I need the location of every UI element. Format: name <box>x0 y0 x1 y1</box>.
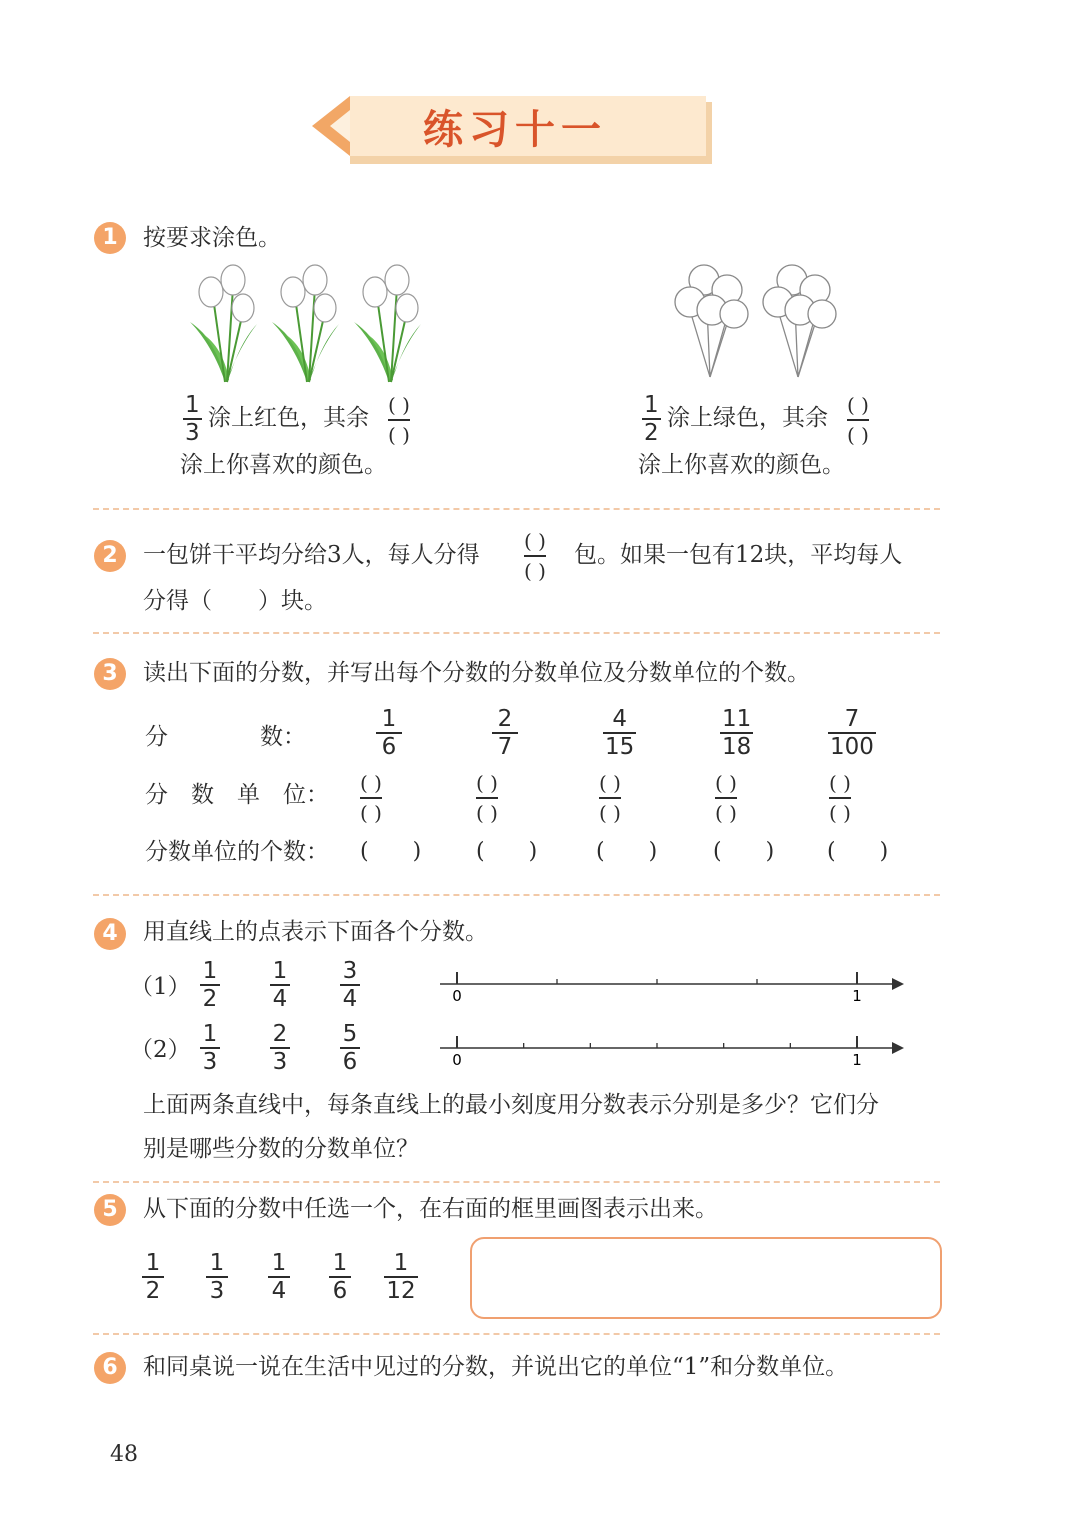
q5-fraction[interactable]: 1 12 <box>384 1250 418 1304</box>
divider <box>93 632 940 634</box>
q1-right-blank-fraction[interactable]: ( ) ( ) <box>847 393 869 447</box>
divider <box>93 894 940 896</box>
q3-label-fraction: 分 数： <box>145 724 306 750</box>
question-2-badge: 2 <box>94 540 126 572</box>
q3-unit-blank[interactable]: ( ) ( ) <box>476 771 498 825</box>
q4-row1-fraction: 3 4 <box>340 958 360 1012</box>
q3-fraction: 1 6 <box>376 706 402 760</box>
question-4-prompt: 用直线上的点表示下面各个分数。 <box>143 919 488 945</box>
q4-row1-fraction: 1 2 <box>200 958 220 1012</box>
q1-right-text-a: 涂上绿色，其余 <box>667 405 828 431</box>
drawing-answer-box[interactable] <box>470 1237 942 1319</box>
q4-row2-fraction: 1 3 <box>200 1021 220 1075</box>
q4-row2-fraction: 2 3 <box>270 1021 290 1075</box>
q5-fraction[interactable]: 1 3 <box>206 1250 228 1304</box>
q1-left-fraction: 1 3 <box>185 392 200 446</box>
q2-text-b: 包。如果一包有12块，平均每人 <box>574 542 903 568</box>
tulips-icon <box>185 262 435 387</box>
q3-count-blank[interactable]: ( ) <box>827 839 889 864</box>
q3-count-blank[interactable]: ( ) <box>713 839 775 864</box>
number-line-1[interactable] <box>440 968 910 1008</box>
page-number: 48 <box>110 1442 138 1467</box>
q3-fraction: 4 15 <box>605 706 635 760</box>
q3-unit-blank[interactable]: ( ) ( ) <box>599 771 621 825</box>
q3-label-unit: 分 数 单 位： <box>145 782 329 808</box>
q1-right-text-b: 涂上你喜欢的颜色。 <box>638 452 845 478</box>
q2-text-a: 一包饼干平均分给3人，每人分得 <box>143 542 480 568</box>
q3-count-blank[interactable]: ( ) <box>360 839 422 864</box>
question-3-badge: 3 <box>94 658 126 690</box>
q5-fraction[interactable]: 1 4 <box>268 1250 290 1304</box>
q4-row2-fraction: 5 6 <box>340 1021 360 1075</box>
divider <box>93 1333 940 1335</box>
q4-row1-label: （1） <box>130 974 191 1000</box>
question-5-prompt: 从下面的分数中任选一个，在右面的框里画图表示出来。 <box>143 1196 718 1222</box>
q3-fraction: 11 18 <box>722 706 752 760</box>
question-4-badge: 4 <box>94 918 126 950</box>
q1-left-blank-fraction[interactable]: ( ) ( ) <box>388 393 410 447</box>
tick-label-one: 1 <box>852 1051 862 1069</box>
question-5-badge: 5 <box>94 1194 126 1226</box>
q3-unit-blank[interactable]: ( ) ( ) <box>829 771 851 825</box>
divider <box>93 1181 940 1183</box>
number-line-2[interactable] <box>440 1032 910 1072</box>
q5-fraction[interactable]: 1 6 <box>329 1250 351 1304</box>
q3-fraction: 7 100 <box>830 706 874 760</box>
q4-text-b: 别是哪些分数的分数单位？ <box>143 1136 419 1162</box>
question-6-badge: 6 <box>94 1352 126 1384</box>
q4-row2-label: （2） <box>130 1037 191 1063</box>
q3-count-blank[interactable]: ( ) <box>476 839 538 864</box>
question-1-badge: 1 <box>94 222 126 254</box>
q3-unit-blank[interactable]: ( ) ( ) <box>360 771 382 825</box>
q3-label-count: 分数单位的个数： <box>145 839 329 865</box>
question-6-prompt: 和同桌说一说在生活中见过的分数，并说出它的单位“1”和分数单位。 <box>143 1354 849 1380</box>
q2-text-c: 分得（ ）块。 <box>143 588 327 614</box>
question-3-prompt: 读出下面的分数，并写出每个分数的分数单位及分数单位的个数。 <box>143 660 810 686</box>
balloons-icon <box>672 262 847 382</box>
q4-row1-fraction: 1 4 <box>270 958 290 1012</box>
q3-count-blank[interactable]: ( ) <box>596 839 658 864</box>
q2-blank-fraction[interactable]: ( ) ( ) <box>524 529 546 583</box>
tick-label-zero: 0 <box>452 987 462 1005</box>
q3-fraction: 2 7 <box>492 706 518 760</box>
question-1-prompt: 按要求涂色。 <box>143 225 281 251</box>
page-title: 练习十一 <box>423 106 607 153</box>
q4-text-a: 上面两条直线中，每条直线上的最小刻度用分数表示分别是多少？它们分 <box>143 1092 879 1118</box>
q1-right-fraction: 1 2 <box>644 392 659 446</box>
q3-unit-blank[interactable]: ( ) ( ) <box>715 771 737 825</box>
q1-left-text-b: 涂上你喜欢的颜色。 <box>180 452 387 478</box>
divider <box>93 508 940 510</box>
q1-left-text-a: 涂上红色，其余 <box>208 405 369 431</box>
tick-label-one: 1 <box>852 987 862 1005</box>
tick-label-zero: 0 <box>452 1051 462 1069</box>
q5-fraction[interactable]: 1 2 <box>142 1250 164 1304</box>
